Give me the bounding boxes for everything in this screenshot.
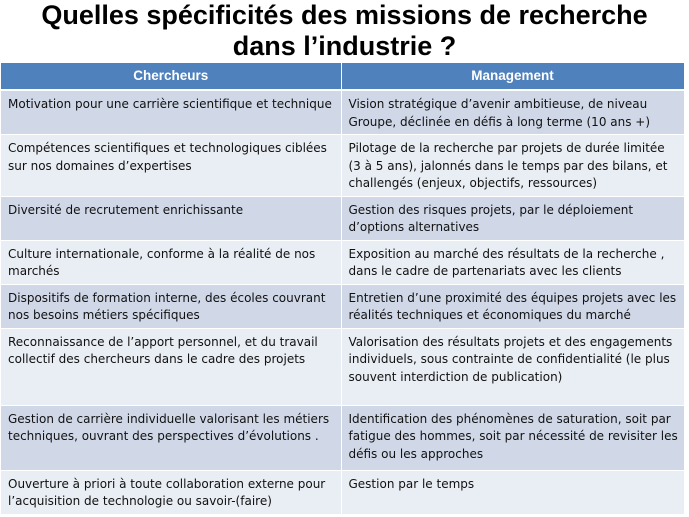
cell-text: Vision stratégique d’avenir ambitieuse, de niveau Groupe, déclinée en défis à long terme (10 ans +) — [348, 97, 651, 129]
table-row — [1, 240, 684, 284]
cell-management — [341, 470, 684, 514]
table-row — [1, 90, 684, 135]
table-row — [1, 328, 684, 405]
cell-chercheurs — [1, 90, 341, 135]
column-header-chercheurs: Chercheurs — [1, 63, 341, 90]
cell-chercheurs — [1, 196, 341, 240]
cell-text: Motivation pour une carrière scientifique et technique — [8, 97, 332, 111]
cell-text: Dispositifs de formation interne, des écoles couvrant nos besoins métiers spécifiques — [8, 290, 326, 322]
table-row — [1, 196, 684, 240]
slide-title — [0, 0, 689, 62]
cell-text: Reconnaissance de l’apport personnel, et du travail collectif des chercheurs dans le cadre des projets — [8, 334, 318, 366]
cell-text: Ouverture à priori à toute collaboration externe pour l’acquisition de technologie ou savoir-(faire) — [8, 476, 326, 508]
cell-management — [341, 196, 684, 240]
cell-text: Exposition au marché des résultats de la recherche , dans le cadre de partenariats avec les clients — [348, 246, 665, 278]
cell-text: Compétences scientifiques et technologiques ciblées sur nos domaines d’expertises — [8, 141, 327, 173]
cell-text: Gestion de carrière individuelle valorisant les métiers techniques, ouvrant des perspectives d’évolutions . — [8, 411, 330, 443]
cell-management — [341, 135, 684, 197]
cell-text: Identification des phénomènes de saturation, soit par fatigue des hommes, soit par nécessité de revisiter les défis ou les approches — [348, 411, 678, 461]
cell-management — [341, 328, 684, 405]
table-header-row — [1, 63, 684, 90]
column-header-management: Management — [341, 63, 684, 90]
cell-text: Gestion par le temps — [348, 476, 475, 491]
table-row — [1, 405, 684, 470]
cell-chercheurs — [1, 405, 341, 470]
cell-management — [341, 90, 684, 135]
table-row — [1, 135, 684, 197]
cell-text: Valorisation des résultats projets et des engagements individuels, sous contrainte de confidentialité (le plus souvent interdiction de publication) — [348, 334, 673, 384]
table-row — [1, 470, 684, 514]
slide-title-line-1: Quelles spécificités des missions de recherche — [41, 0, 648, 30]
comparison-table — [1, 63, 685, 515]
cell-text: Entretien d’une proximité des équipes projets avec les réalités techniques et économiques du marché — [348, 290, 677, 322]
cell-text: Gestion des risques projets, par le déploiement d’options alternatives — [348, 202, 634, 234]
cell-text: Diversité de recrutement enrichissante — [8, 202, 244, 217]
cell-chercheurs — [1, 470, 341, 514]
cell-management — [341, 240, 684, 284]
cell-text: Pilotage de la recherche par projets de durée limitée (3 à 5 ans), jalonnés dans le temps par des bilans, et challengés (enjeux, objectifs, ressources) — [348, 141, 668, 190]
cell-management — [341, 405, 684, 470]
table-row — [1, 284, 684, 328]
slide-title-line-2: dans l’industrie ? — [232, 31, 457, 61]
cell-chercheurs — [1, 284, 341, 328]
cell-text: Culture internationale, conforme à la réalité de nos marchés — [8, 246, 316, 278]
cell-chercheurs — [1, 240, 341, 284]
cell-chercheurs — [1, 135, 341, 197]
cell-chercheurs — [1, 328, 341, 405]
cell-management — [341, 284, 684, 328]
